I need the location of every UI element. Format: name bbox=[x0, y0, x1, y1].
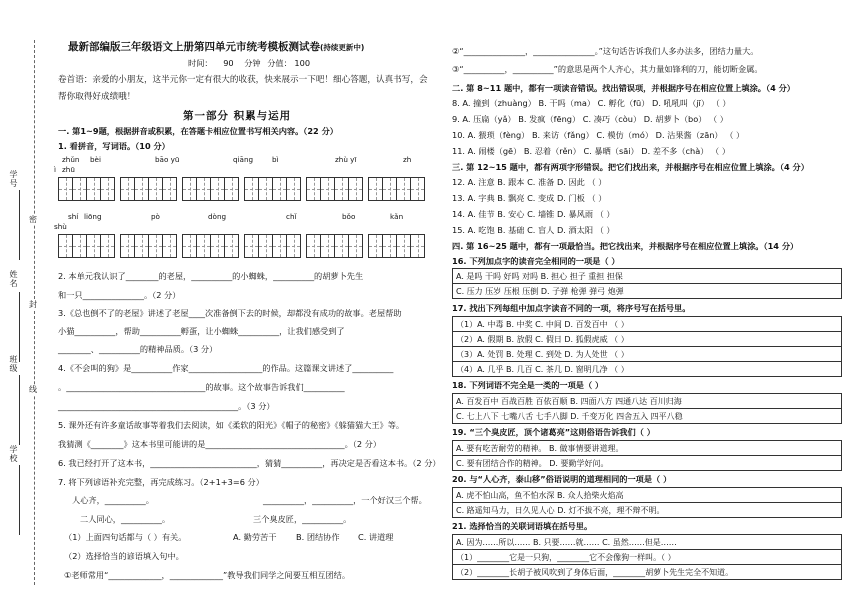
q3-cont1: 小猫__________，帮助__________孵蛋，让小蜘蛛__________，让我们感受到了 bbox=[58, 326, 345, 336]
q7-b: __________，__________，一个好汉三个帮。 bbox=[263, 495, 427, 505]
q21: 21. 选择恰当的关联词语填在括号里。 bbox=[452, 521, 593, 531]
pinyin-7: zh bbox=[403, 155, 412, 164]
q5: 5. 课外还有许多童话故事等着我们去阅读，如《柔软的阳光》《帽子的秘密》《躲猫猫大王》等。 bbox=[58, 420, 405, 430]
q9-row: 9. A. 压扁（yǎ） B. 发疯（fēng） C. 凑巧（còu） D. 胡萝卜（bo） （ ） bbox=[452, 114, 728, 124]
pinyin-r2-4: dòng bbox=[208, 212, 227, 221]
write-grid-2[interactable] bbox=[120, 177, 176, 201]
q6: 6. 我已经打开了这本书，__________________________，猜猜__________，再决定是否看这本书。（2 分） bbox=[58, 458, 441, 468]
q12-row: 12. A. 注意 B. 跟本 C. 准备 D. 因此 （ ） bbox=[452, 177, 607, 187]
exam-title-note: (持续更新中) bbox=[320, 43, 365, 52]
q18: 18. 下列词语不完全是一类的一项是（ ） bbox=[452, 380, 604, 390]
write-grid-1[interactable] bbox=[58, 177, 114, 201]
q4: 4.《不会叫的狗》是__________作家__________________的作品。这篇课文讲述了__________ bbox=[58, 363, 394, 373]
q7-2: （2）选择恰当的谚语填入句中。 bbox=[64, 551, 184, 561]
q17: 17. 找出下列每组中加点字读音不同的一项，将序号写在括号里。 bbox=[452, 303, 691, 313]
q16: 16. 下列加点字的读音完全相同的一项是（ ） bbox=[452, 256, 620, 266]
write-grid-8[interactable] bbox=[120, 234, 176, 258]
pinyin-r2-7: kǎn bbox=[390, 212, 404, 221]
binding-cut-char-2: 封 bbox=[29, 300, 37, 309]
pinyin-3: bāo yū bbox=[155, 155, 180, 164]
exam-title-text: 最新部编版三年级语文上册第四单元市统考模板测试卷 bbox=[68, 41, 320, 53]
pinyin-8: ì bbox=[54, 165, 56, 174]
q17-row-2[interactable]: （2）A. 假期 B. 放假 C. 假日 D. 狐假虎威 （ ） bbox=[453, 332, 842, 347]
binding-field-class: 班级 bbox=[9, 355, 18, 373]
pinyin-r2-3: pò bbox=[151, 212, 160, 221]
pinyin-6: zhù yī bbox=[335, 155, 357, 164]
q7-d: 三个臭皮匠，__________。 bbox=[253, 514, 352, 524]
pinyin-4: qiāng bbox=[233, 155, 254, 164]
pinyin-r2-8: shù bbox=[54, 222, 67, 231]
write-grid-5[interactable] bbox=[306, 177, 362, 201]
q15-row: 15. A. 吃饱 B. 基础 C. 盲人 D. 酒太阳 （ ） bbox=[452, 225, 615, 235]
q19-options-table bbox=[452, 440, 842, 471]
q20-options-table bbox=[452, 487, 842, 518]
pinyin-5: bì bbox=[272, 155, 279, 164]
q16-row-2[interactable]: C. 压力 压岁 压根 压倒 D. 子弹 枪弹 弹弓 炮弹 bbox=[453, 284, 842, 299]
q3-cont2: ________、__________的精神品质。（3 分） bbox=[58, 344, 218, 354]
time-value: 90 bbox=[223, 58, 234, 68]
section4-heading: 四. 第 16~25 题中，都有一项最恰当。把它找出来，并根据序号在相应位置上填涂。（14 分） bbox=[452, 241, 799, 251]
binding-blank-school[interactable] bbox=[19, 465, 20, 535]
q21-sub-2[interactable]: （2）________长胡子被风吹到了身体后面，________胡萝卜先生完全不知道。 bbox=[453, 565, 842, 580]
write-grid-7[interactable] bbox=[58, 234, 114, 258]
time-score-line bbox=[188, 58, 310, 69]
q17-row-1[interactable]: （1）A. 中毒 B. 中奖 C. 中间 D. 百发百中 （ ） bbox=[453, 317, 842, 332]
write-grid-11[interactable] bbox=[306, 234, 362, 258]
q13-row: 13. A. 字典 B. 飘亮 C. 变成 D. 门板 （ ） bbox=[452, 193, 607, 203]
write-grid-4[interactable] bbox=[244, 177, 300, 201]
q2-cont: 和一只_______________。（2 分） bbox=[58, 290, 181, 300]
q3: 3.《总也倒不了的老屋》讲述了老屋____次准备倒下去的时候，却都没有成功的故事。老屋帮助 bbox=[58, 308, 402, 318]
q7-c: 二人同心，__________。 bbox=[80, 514, 171, 524]
q21-options-table bbox=[452, 534, 842, 580]
q18-row-1[interactable]: A. 百发百中 百战百胜 百依百顺 B. 四面八方 四通八达 百川归海 bbox=[453, 394, 842, 409]
q17-options-table bbox=[452, 316, 842, 377]
time-label: 时间： bbox=[188, 58, 213, 68]
q18-options-table bbox=[452, 393, 842, 424]
q17-row-4[interactable]: （4）A. 几乎 B. 几百 C. 茶几 D. 窗明几净 （ ） bbox=[453, 362, 842, 377]
pinyin-r2-1: shí bbox=[68, 212, 79, 221]
part1-heading: 第一部分 积累与运用 bbox=[183, 110, 292, 122]
q7-1-opt-a: A. 勤劳苦干 bbox=[233, 532, 277, 542]
binding-field-id: 学号 bbox=[9, 170, 18, 188]
q7-a: 人心齐，__________。 bbox=[72, 495, 154, 505]
q1-title: 1. 看拼音，写词语。（10 分） bbox=[58, 141, 170, 151]
q7-1-opt-c: C. 讲道理 bbox=[358, 532, 394, 542]
q7-1-opt-b: B. 团结协作 bbox=[296, 532, 340, 542]
write-grid-10[interactable] bbox=[244, 234, 300, 258]
binding-blank-class[interactable] bbox=[19, 375, 20, 445]
q21-sub-1[interactable]: （1）________它是一只狗，________它不会像狗一样叫。（ ） bbox=[453, 550, 842, 565]
binding-field-school: 学校 bbox=[9, 445, 18, 463]
score-value: 100 bbox=[294, 58, 311, 68]
binding-cut-char-3: 线 bbox=[29, 385, 37, 394]
q14-row: 14. A. 佳节 B. 安心 C. 墙锥 D. 暴风雨 （ ） bbox=[452, 209, 615, 219]
q19-row-1[interactable]: A. 要有吃苦耐劳的精神。 B. 做事情要讲道理。 bbox=[453, 441, 842, 456]
binding-cut-line bbox=[34, 40, 35, 585]
q2: 2. 本单元我认识了________的老屋，__________的小蜘蛛，__________的胡萝卜先生 bbox=[58, 271, 364, 281]
time-unit: 分钟 bbox=[244, 58, 261, 68]
write-grid-9[interactable] bbox=[182, 234, 238, 258]
q11-row: 11. A. 闹楼（gē） B. 忍着（rěn） C. 暴晒（sāi） D. 差不多（chà） （ ） bbox=[452, 146, 731, 156]
pinyin-9: zhū bbox=[62, 165, 75, 174]
binding-blank-id[interactable] bbox=[19, 190, 20, 260]
q7-2a: ①老师常用“_____________，_____________”教导我们同学之间要互相互团结。 bbox=[64, 570, 351, 580]
binding-blank-name[interactable] bbox=[19, 292, 20, 362]
q4-cont1: 。__________________________________的故事。这个故事告诉我们__________ bbox=[58, 382, 345, 392]
q10-row: 10. A. 猥琐（fèng） B. 来访（fǎng） C. 模仿（mó） D. 沾果酱（zān） （ ） bbox=[452, 130, 745, 140]
write-grid-6[interactable] bbox=[368, 177, 424, 201]
binding-cut-char-1: 密 bbox=[29, 215, 37, 224]
q7-2b: ②“_______________，_______________。”这句话告诉我们人多办法多，团结力量大。 bbox=[452, 46, 759, 56]
q20-row-2[interactable]: C. 路遥知马力，日久见人心 D. 灯不拔不亮，理不辩不明。 bbox=[453, 503, 842, 518]
pinyin-2: bèi bbox=[90, 155, 101, 164]
q4-cont2: ____________________________________________。（3 分） bbox=[58, 401, 275, 411]
binding-margin bbox=[0, 0, 50, 608]
q20-row-1[interactable]: A. 虎不怕山高，鱼不怕水深 B. 众人拾柴火焰高 bbox=[453, 488, 842, 503]
q16-options-table bbox=[452, 268, 842, 299]
section2-heading: 二. 第 8~11 题中，都有一项读音错误。找出错误项，并根据序号在相应位置上填涂。（4 分） bbox=[452, 83, 795, 93]
pinyin-r2-6: bǒo bbox=[342, 212, 356, 221]
q19-row-2[interactable]: C. 要有团结合作的精神。 D. 要勤学好问。 bbox=[453, 456, 842, 471]
q7-2c: ③“__________，__________”的意思是两个人齐心，其力量如锋利的刀，能切断金属。 bbox=[452, 64, 763, 74]
pinyin-r2-5: chǐ bbox=[286, 212, 297, 221]
q19: 19. “三个臭皮匠，顶个诸葛亮”这则俗语告诉我们（ ） bbox=[452, 427, 655, 437]
q7: 7. 将下列谚语补充完整，再完成练习。（2+1+3=6 分） bbox=[58, 477, 264, 487]
q7-1: （1）上面四句话都与（ ）有关。 bbox=[64, 532, 187, 542]
binding-field-name: 姓名 bbox=[9, 270, 18, 288]
q17-row-3[interactable]: （3）A. 处罚 B. 处理 C. 到处 D. 为人处世 （ ） bbox=[453, 347, 842, 362]
pinyin-r2-2: liōng bbox=[84, 212, 102, 221]
q18-row-2[interactable]: C. 七上八下 七嘴八舌 七手八脚 D. 千变万化 四舍五入 四平八稳 bbox=[453, 409, 842, 424]
preface: 卷首语：亲爱的小朋友，这半元你一定有很大的收获，快来展示一下吧！细心答题，认真书写，会帮你取得好成绩哦！ bbox=[58, 75, 428, 102]
q20: 20. 与“人心齐，泰山移”俗语说明的道理相同的一项是（ ） bbox=[452, 474, 672, 484]
pinyin-1: zhǔn bbox=[62, 155, 80, 164]
exam-title bbox=[68, 42, 364, 53]
q16-row-1[interactable]: A. 是吗 干吗 好吗 对吗 B. 担心 担子 重担 担保 bbox=[453, 269, 842, 284]
q5-cont: 我猜测《________》这本书里可能讲的是__________________________________。（2 分） bbox=[58, 439, 382, 449]
q8-row: 8. A. 撞到（zhuàng） B. 干吗（ma） C. 孵化（fū） D. 吼吼叫（jī） （ ） bbox=[452, 98, 731, 108]
section1-heading: 一. 第1~9题，根据拼音或积累，在答题卡相应位置书写相关内容。（22 分） bbox=[58, 126, 338, 136]
section3-heading: 三. 第 12~15 题中，都有两项字形错误。把它们找出来，并根据序号在相应位置上填涂。（4 分） bbox=[452, 162, 809, 172]
score-label: 分值： bbox=[267, 58, 292, 68]
write-grid-3[interactable] bbox=[182, 177, 238, 201]
write-grid-12[interactable] bbox=[368, 234, 424, 258]
q21-options[interactable]: A. 因为……所以…… B. 只要……就…… C. 虽然……但是…… bbox=[453, 535, 842, 550]
